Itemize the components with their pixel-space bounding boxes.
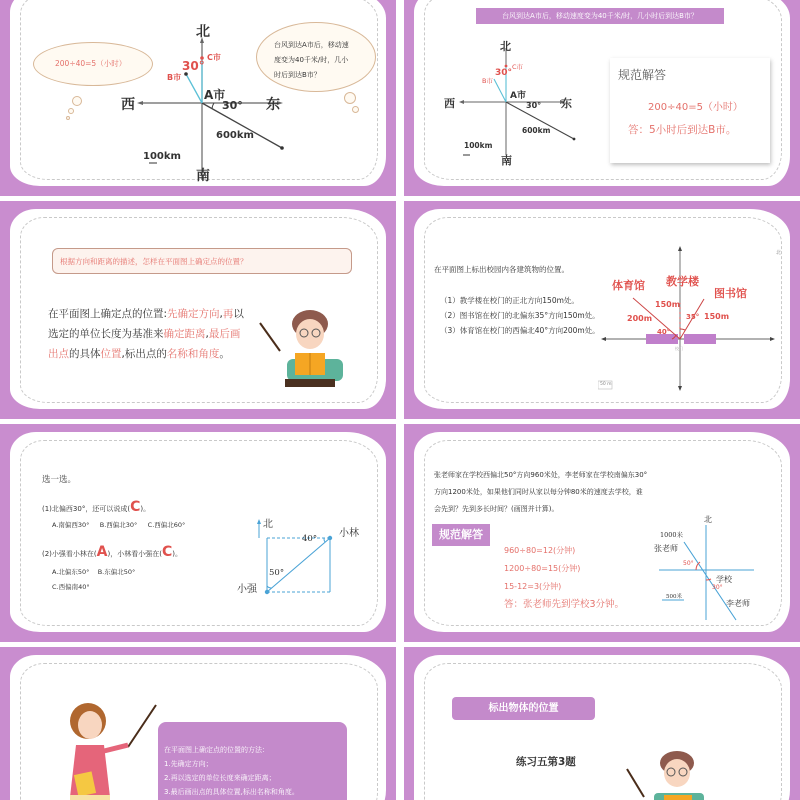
scale-label: 50 m <box>600 382 612 387</box>
exercise-title: 选一选。 <box>42 475 77 485</box>
exercise-reference: 练习五第3题 <box>516 756 576 768</box>
zhang-teacher-label: 张老师 <box>654 544 678 553</box>
teacher-boy-illustration <box>622 747 722 800</box>
angle-label: 30° <box>182 59 205 73</box>
gym-angle: 40° <box>657 328 671 336</box>
answer-sentence: 答：5小时后到达B市。 <box>628 124 737 136</box>
option: A.南偏西30° <box>52 521 90 529</box>
gym-distance: 200m <box>627 314 653 323</box>
task-item: （2）图书馆在校门的北偏东35°方向150m处。 <box>440 311 600 320</box>
b-city-label: B市 <box>482 77 493 85</box>
teacher-girl-illustration <box>60 697 170 800</box>
highlight-run: 位置 <box>100 348 122 360</box>
thought-dot <box>72 96 82 106</box>
north-label: 北 <box>263 519 273 530</box>
question-2-options <box>52 565 135 595</box>
slide-1-thumbnail[interactable] <box>0 0 396 196</box>
li-teacher-label: 李老师 <box>726 599 750 608</box>
text-run: 标出点的 <box>124 348 167 360</box>
cloud-line: 时后到达B市？ <box>274 71 321 79</box>
angle-label: 30° <box>495 68 513 78</box>
option: B.西偏北30° <box>99 521 138 529</box>
method-step: 3.最后画出点的具体位置,标出名称和角度。 <box>164 788 299 796</box>
gate-label: 校门 <box>675 346 683 351</box>
option: C.西偏南40° <box>52 583 90 591</box>
question-stem: (1)北偏西30°，还可以说成( <box>42 505 131 513</box>
angle-50-label: 50° <box>269 568 285 578</box>
thought-dot <box>66 116 70 120</box>
problem-line: 方向1200米处，如果他们同时从家以每分钟80米的速度去学校，谁 <box>434 488 643 496</box>
text-run: 以选定的单位长度为基准来 <box>48 308 244 340</box>
teaching-distance: 150m <box>655 300 681 309</box>
question-stem: (2)小强看小林在( <box>42 550 97 558</box>
north-label: 北 <box>704 515 712 524</box>
library-distance: 150m <box>704 312 730 321</box>
east-label: 东 <box>561 97 572 110</box>
option: C.西偏北60° <box>147 521 186 529</box>
slide-6-thumbnail[interactable] <box>404 424 800 642</box>
solution-tag: 规范解答 <box>432 524 490 546</box>
scale-label: 100km <box>143 151 181 162</box>
school-label: 学校 <box>716 575 732 584</box>
library-angle: 35° <box>686 313 700 321</box>
answer-choice: C <box>161 544 173 560</box>
answer-choice: C <box>130 499 141 515</box>
question-stem: )，小林看小强在( <box>107 550 162 558</box>
option: B.东偏北50° <box>97 568 136 576</box>
thought-dot <box>68 108 74 114</box>
xiaolin-label: 小林 <box>339 528 359 539</box>
problem-line: 会先到？先到多长时间？(画图并计算)。 <box>434 505 559 513</box>
method-step: 2.再以选定的单位长度来确定距离； <box>164 774 276 782</box>
slide-3-thumbnail[interactable] <box>0 201 396 419</box>
compass-map <box>110 25 310 185</box>
question-1 <box>42 499 150 515</box>
text-run: 。 <box>219 348 230 360</box>
south-label: 南 <box>501 154 512 167</box>
b-city-label: B市 <box>167 73 182 82</box>
highlight-run: 最后画出点 <box>48 328 241 360</box>
answer-formula: 200÷40=5（小时） <box>648 102 743 113</box>
solution-line: 960÷80=12(分钟) <box>504 546 576 555</box>
question-1-options <box>52 520 185 529</box>
slide-8-thumbnail[interactable] <box>404 647 800 800</box>
text-run: , <box>205 328 209 340</box>
west-label: 西 <box>444 97 455 110</box>
dashed-border <box>424 663 782 800</box>
angle-label: 30° <box>526 101 542 110</box>
angle-40-label: 40° <box>302 534 318 544</box>
text-run: 在平面图上确定点的位置: <box>48 308 168 320</box>
cloud-line: 度变为40千米/时，几小 <box>274 56 349 64</box>
a-city-label: A市 <box>510 91 526 101</box>
highlight-run: 先确定方向 <box>167 308 220 320</box>
text-run: , <box>219 308 223 320</box>
task-title: 在平面图上标出校园内各建筑物的位置。 <box>434 265 569 274</box>
answer-box <box>610 58 770 163</box>
question-text: 根据方向和距离的描述，怎样在平面图上确定点的位置？ <box>60 257 248 266</box>
scale-1000-label: 1000米 <box>660 531 684 539</box>
problem-text <box>434 467 647 518</box>
method-step: 1.先确定方向； <box>164 760 213 768</box>
a-city-label: A市 <box>204 88 226 102</box>
scale-500-label: 500米 <box>666 594 682 600</box>
north-label: 北 <box>196 24 210 40</box>
question-end: )。 <box>172 550 182 558</box>
slide-4-thumbnail[interactable] <box>404 201 800 419</box>
solution-steps <box>504 542 624 614</box>
problem-line: 张老师家在学校西偏北50°方向960米处，李老师家在学校南偏东30° <box>434 471 648 479</box>
method-title: 在平面图上确定点的位置的方法： <box>164 746 269 754</box>
method-text <box>164 743 299 799</box>
text-run: 的具体 <box>69 348 101 360</box>
task-item: （1）教学楼在校门的正北方向150m处。 <box>440 296 579 305</box>
distance-label: 600km <box>216 130 254 141</box>
library-label: 图书馆 <box>714 287 747 300</box>
gym-label: 体育馆 <box>612 279 645 292</box>
question-end: )。 <box>140 505 151 513</box>
thought-dot <box>352 106 359 113</box>
distance-label: 600km <box>522 126 551 135</box>
slide-5-thumbnail[interactable] <box>0 424 396 642</box>
answer-box-title: 规范解答 <box>618 68 667 82</box>
section-tag: 标出物体的位置 <box>452 697 595 720</box>
angle-50-label: 50° <box>683 560 694 567</box>
c-city-label: C市 <box>512 63 524 71</box>
teacher-boy-illustration <box>255 301 355 391</box>
solution-line: 1200÷80=15(分钟) <box>504 564 581 573</box>
highlight-run: 确定距离 <box>163 328 206 340</box>
task-list <box>440 293 600 338</box>
highlight-run: 再 <box>222 308 234 320</box>
text-run: , <box>121 348 125 360</box>
thought-dot <box>344 92 356 104</box>
south-label: 南 <box>196 168 210 184</box>
west-label: 西 <box>121 97 135 113</box>
highlight-run: 名称和角度 <box>166 348 220 360</box>
teaching-building-label: 教学楼 <box>666 275 699 288</box>
xiaoqiang-label: 小强 <box>237 584 257 595</box>
north-indicator: 北 <box>776 250 782 256</box>
method-box <box>158 722 347 800</box>
cloud-line: 台风到达A市后，移动速 <box>274 41 349 49</box>
slide-7-thumbnail[interactable] <box>0 647 396 800</box>
north-label: 北 <box>500 40 511 53</box>
scale-label: 100km <box>464 141 493 150</box>
task-item: （3）体育馆在校门的西偏北40°方向200m处。 <box>440 326 600 335</box>
definition-text <box>48 304 248 364</box>
east-label: 东 <box>266 97 280 113</box>
solution-answer: 答：张老师先到学校3分钟。 <box>504 599 625 610</box>
cloud-formula: 200÷40=5（小时） <box>55 59 127 68</box>
option: A.北偏东50° <box>52 568 90 576</box>
angle-label: 30° <box>222 99 243 112</box>
slide-2-thumbnail[interactable] <box>404 0 800 196</box>
question-2 <box>42 544 182 560</box>
answer-choice: A <box>96 544 108 560</box>
c-city-label: C市 <box>207 53 221 62</box>
question-banner: 台风到达A市后，移动速度变为40千米/时，几小时后到达B市？ <box>476 8 724 24</box>
angle-30-label: 30° <box>712 584 723 591</box>
solution-line: 15-12=3(分钟) <box>504 582 562 591</box>
